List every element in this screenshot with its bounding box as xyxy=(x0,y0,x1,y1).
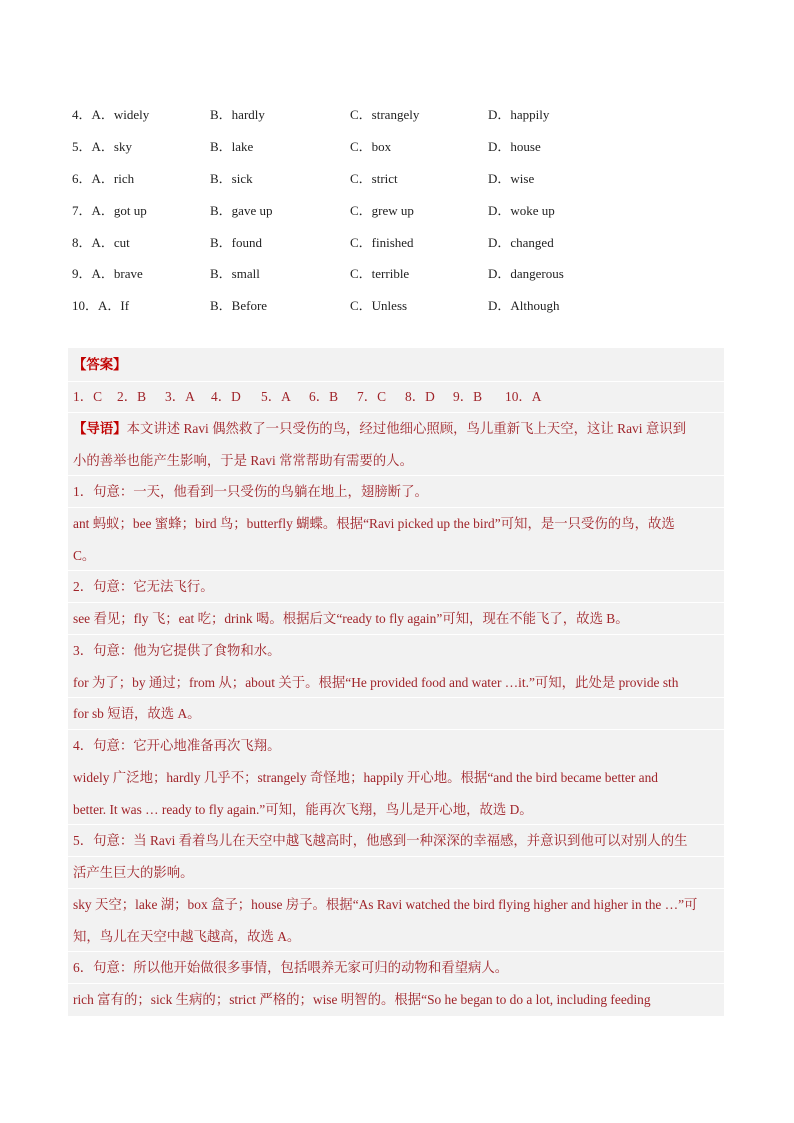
option-a: 8．A．cut xyxy=(72,234,130,250)
answer-item: 8．D xyxy=(405,389,435,404)
option-b: B．hardly xyxy=(210,107,265,123)
answer-item: 1．C xyxy=(73,389,103,404)
option-b: B．lake xyxy=(210,139,254,155)
answer-item: 9．B xyxy=(453,389,483,404)
answer-item: 3．A xyxy=(165,389,195,404)
text-line: 活产生巨大的影响。 xyxy=(73,865,194,880)
option-d: D．house xyxy=(488,139,541,155)
text-line: 4．句意：它开心地准备再次飞翔。 xyxy=(73,738,281,753)
answer-item: 7．C xyxy=(357,389,387,404)
answer-item: 2．B xyxy=(117,389,147,404)
option-b: B．gave up xyxy=(210,202,273,218)
option-c: C．Unless xyxy=(350,298,408,314)
option-row-6 xyxy=(72,162,712,194)
option-c: C．finished xyxy=(350,234,414,250)
text-line: see 看见；fly 飞；eat 吃；drink 喝。根据后文“ready to fly again”可知，现在不能飞了，故选 B。 xyxy=(73,611,629,626)
option-d: D．dangerous xyxy=(488,266,564,282)
option-a: 4．A．widely xyxy=(72,107,150,123)
text-line: 知，鸟儿在天空中越飞越高，故选 A。 xyxy=(73,929,301,944)
option-b: B．small xyxy=(210,266,260,282)
option-b: B．found xyxy=(210,234,263,250)
text-line: sky 天空；lake 湖；box 盒子；house 房子。根据“As Ravi watched the bird flying higher and higher in the …”可 xyxy=(73,897,698,912)
text-line: better. It was … ready to fly again.”可知，能再次飞翔，鸟儿是开心地，故选 D。 xyxy=(73,802,533,817)
option-c: C．box xyxy=(350,139,392,155)
text-line: 5．句意：当 Ravi 看着鸟儿在天空中越飞越高时，他感到一种深深的幸福感，并意识到他可以对别人的生 xyxy=(73,833,688,848)
option-row-5 xyxy=(72,130,712,162)
answer-item: 4．D xyxy=(211,389,241,404)
text-line: 3．句意：他为它提供了食物和水。 xyxy=(73,643,281,658)
answer-explanation-box xyxy=(68,348,724,1016)
text-line: rich 富有的；sick 生病的；strict 严格的；wise 明智的。根据“So he began to do a lot, including feeding xyxy=(73,992,651,1007)
option-d: D．Although xyxy=(488,298,560,314)
text-line: 2．句意：它无法飞行。 xyxy=(73,579,214,594)
option-a: 9．A．brave xyxy=(72,266,143,282)
text-line: 1．句意：一天，他看到一只受伤的鸟躺在地上，翅膀断了。 xyxy=(73,484,428,499)
option-b: B．sick xyxy=(210,170,253,186)
answer-key xyxy=(73,388,723,406)
option-d: D．wise xyxy=(488,170,535,186)
option-c: C．strangely xyxy=(350,107,420,123)
option-row-10 xyxy=(72,289,712,321)
option-c: C．strict xyxy=(350,170,398,186)
text-line: ant 蚂蚁；bee 蜜蜂；bird 鸟；butterfly 蝴蝶。根据“Ravi picked up the bird”可知，是一只受伤的鸟，故选 xyxy=(73,516,675,531)
text-line: widely 广泛地；hardly 几乎不；strangely 奇怪地；happily 开心地。根据“and the bird became better and xyxy=(73,770,658,785)
option-row-8 xyxy=(72,225,712,257)
option-row-9 xyxy=(72,257,712,289)
answer-item: 6．B xyxy=(309,389,339,404)
option-a: 6．A．rich xyxy=(72,170,135,186)
text-line: 6．句意：所以他开始做很多事情，包括喂养无家可归的动物和看望病人。 xyxy=(73,960,509,975)
option-c: C．terrible xyxy=(350,266,410,282)
text-line: for sb 短语，故选 A。 xyxy=(73,706,201,721)
option-a: 7．A．got up xyxy=(72,202,147,218)
option-a: 5．A．sky xyxy=(72,139,132,155)
text-line: 小的善举也能产生影响，于是 Ravi 常常帮助有需要的人。 xyxy=(73,453,413,468)
answer-item: 5．A xyxy=(261,389,291,404)
option-d: D．happily xyxy=(488,107,550,123)
guide-line xyxy=(73,420,723,438)
option-c: C．grew up xyxy=(350,202,414,218)
answer-header: 【答案】 xyxy=(73,357,127,372)
guide-text: 本文讲述 Ravi 偶然救了一只受伤的鸟，经过他细心照顾，鸟儿重新飞上天空，这让 Ravi 意识到 xyxy=(126,421,686,436)
text-line: C。 xyxy=(73,548,96,563)
option-list xyxy=(72,98,712,321)
option-row-4 xyxy=(72,98,712,130)
text-line: for 为了；by 通过；from 从；about 关于。根据“He provided food and water …it.”可知，此处是 provide sth xyxy=(73,675,679,690)
guide-tag: 【导语】 xyxy=(73,421,127,436)
option-d: D．woke up xyxy=(488,202,555,218)
option-a: 10．A．If xyxy=(72,298,130,314)
option-b: B．Before xyxy=(210,298,268,314)
answer-item: 10．A xyxy=(505,389,542,404)
option-d: D．changed xyxy=(488,234,554,250)
option-row-7 xyxy=(72,193,712,225)
